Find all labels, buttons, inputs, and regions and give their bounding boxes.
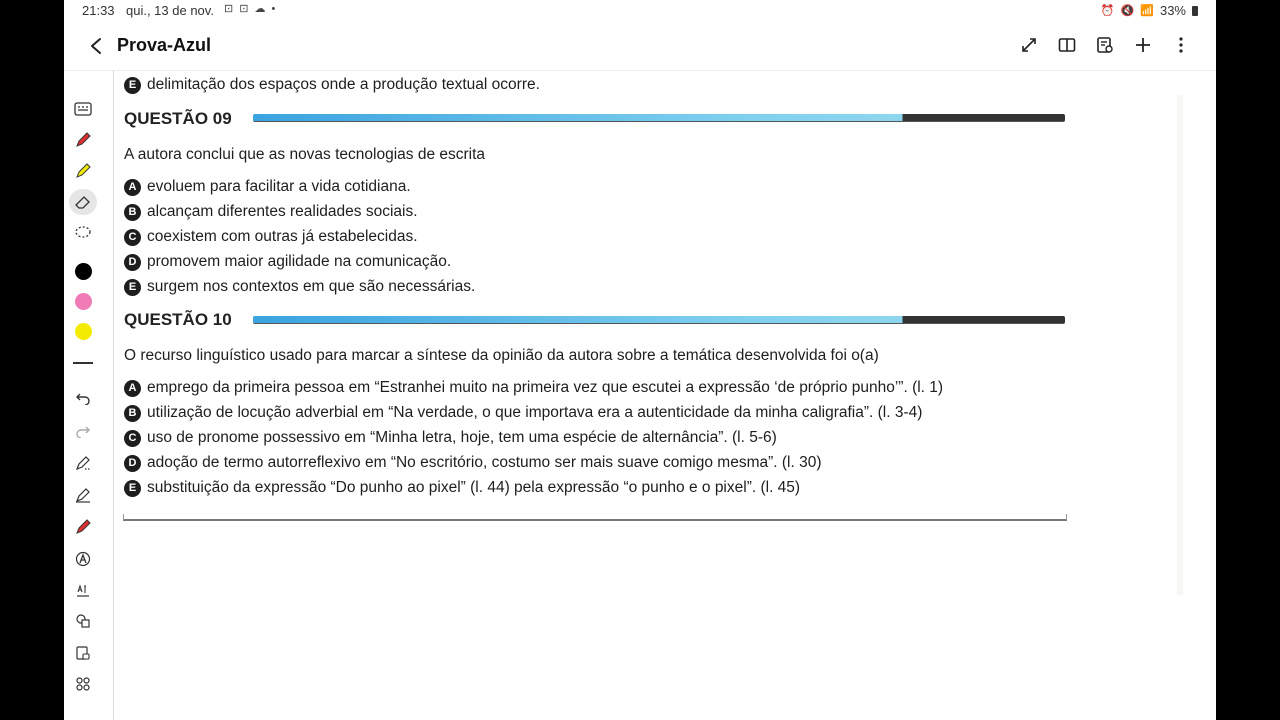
pen-tool[interactable] (69, 127, 97, 153)
option-letter-badge: E (124, 480, 141, 497)
color-pink[interactable] (69, 288, 97, 314)
q10-option-a (124, 379, 943, 397)
plus-icon (1134, 36, 1152, 54)
chevron-left-icon (89, 37, 103, 55)
shape-pen-tool[interactable] (69, 450, 97, 476)
lock-icon (75, 645, 91, 661)
question-09-bar (253, 114, 1065, 122)
status-time: 21:33 (82, 3, 115, 18)
alarm-icon: ⏰ (1100, 5, 1115, 17)
page-title: Prova-Azul (117, 35, 212, 55)
shapes-icon (75, 613, 91, 629)
q10-option-e (124, 479, 800, 497)
option-letter-badge: D (124, 455, 141, 472)
q9-option-d (124, 253, 451, 271)
marker-icon (74, 518, 92, 536)
more-tools-icon (75, 676, 91, 692)
dot-icon: • (271, 2, 276, 15)
option-letter-badge: B (124, 204, 141, 221)
pen-icon (74, 131, 92, 149)
question-10-bar (253, 316, 1065, 324)
question-10-prompt: O recurso linguístico usado para marcar a síntese da opinião da autora sobre a temática desenvolvida foi o(a) (124, 347, 879, 364)
pink-swatch (75, 293, 92, 310)
option-letter-badge: A (124, 380, 141, 397)
stroke-tool[interactable] (69, 482, 97, 508)
text-style-tool[interactable] (69, 546, 97, 572)
marker-tool[interactable] (69, 514, 97, 540)
lasso-tool[interactable] (69, 220, 97, 246)
option-text: utilização de locução adverbial em “Na verdade, o que importava era a autenticidade da minha caligrafia”. (l. 3-4) (147, 404, 923, 421)
lasso-icon (74, 225, 92, 241)
option-text: emprego da primeira pessoa em “Estranhei muito na primeira vez que escutei a expressão ‘de próprio punho’”. (l. 1) (147, 379, 944, 396)
option-letter-badge: A (124, 179, 141, 196)
stroke-width-line[interactable] (73, 362, 93, 364)
add-button[interactable] (1130, 32, 1156, 58)
page-edge-shadow (1177, 95, 1183, 595)
shapes-tool[interactable] (69, 608, 97, 634)
more-button[interactable] (1168, 32, 1194, 58)
q9-option-b (124, 203, 418, 221)
text-style-icon (75, 551, 91, 567)
status-right (1101, 3, 1198, 18)
option-e-previous (124, 76, 540, 94)
screenshot-icon: ⊡ (224, 3, 234, 15)
eraser-tool[interactable] (69, 189, 97, 215)
option-text: alcançam diferentes realidades sociais. (147, 203, 418, 220)
q9-option-a (124, 178, 411, 196)
option-text: adoção de termo autorreflexivo em “No escritório, costumo ser mais suave comigo mesma”. (l. 30) (147, 454, 822, 471)
color-black[interactable] (69, 258, 97, 284)
page-view-button[interactable] (1054, 32, 1080, 58)
book-icon (1058, 37, 1076, 53)
option-letter-badge: E (124, 77, 141, 94)
more-vertical-icon (1178, 36, 1184, 54)
doc-settings-icon (1096, 36, 1114, 54)
option-text: surgem nos contextos em que são necessárias. (147, 278, 476, 295)
option-text: substituição da expressão “Do punho ao pixel” (l. 44) pela expressão “o punho e o pixel”. (l. 45) (147, 479, 801, 496)
option-letter-badge: C (124, 229, 141, 246)
lock-tool[interactable] (69, 640, 97, 666)
keyboard-icon (74, 102, 92, 116)
stroke-icon (74, 486, 92, 504)
option-text: delimitação dos espaços onde a produção textual ocorre. (147, 76, 540, 93)
back-button[interactable] (84, 34, 108, 58)
eraser-icon (74, 194, 92, 210)
wifi-icon: 📶 (1140, 5, 1154, 17)
option-text: evoluem para facilitar a vida cotidiana. (147, 178, 411, 195)
settings-doc-button[interactable] (1092, 32, 1118, 58)
q9-option-e (124, 278, 475, 296)
battery-icon (1192, 6, 1198, 16)
undo-button[interactable] (69, 385, 97, 411)
mute-icon: 🔇 (1120, 5, 1135, 17)
question-09-prompt: A autora conclui que as novas tecnologias de escrita (124, 146, 486, 163)
title-bar (64, 22, 1216, 71)
q10-option-d (124, 454, 822, 472)
expand-icon (1020, 36, 1038, 54)
status-date: qui., 13 de nov. (126, 3, 214, 18)
section-end-line (123, 514, 1067, 521)
option-text: coexistem com outras já estabelecidas. (147, 228, 418, 245)
top-actions (1016, 32, 1194, 58)
yellow-swatch (75, 323, 92, 340)
status-bar (64, 0, 1216, 22)
q10-option-b (124, 404, 922, 422)
redo-button[interactable] (69, 418, 97, 444)
question-09-heading: QUESTÃO 09 (124, 109, 232, 128)
fullscreen-button[interactable] (1016, 32, 1042, 58)
option-letter-badge: E (124, 279, 141, 296)
q9-option-c (124, 228, 418, 246)
undo-icon (75, 391, 91, 405)
black-swatch (75, 263, 92, 280)
option-letter-badge: B (124, 405, 141, 422)
status-notification-icons (224, 2, 275, 15)
redo-icon (75, 424, 91, 438)
battery-level: 33% (1159, 3, 1186, 18)
option-text: promovem maior agilidade na comunicação. (147, 253, 452, 270)
option-text: uso de pronome possessivo em “Minha letra, hoje, tem uma espécie de alternância”. (l. 5-6) (147, 429, 777, 446)
question-10-heading: QUESTÃO 10 (124, 310, 232, 329)
app-screen (64, 0, 1216, 720)
color-yellow[interactable] (69, 318, 97, 344)
keyboard-tool[interactable] (69, 96, 97, 122)
screenshot-icon: ⊡ (239, 3, 249, 15)
option-letter-badge: C (124, 430, 141, 447)
highlighter-icon (74, 162, 92, 180)
q10-option-c (124, 429, 777, 447)
document-page (114, 70, 1154, 720)
shape-pen-icon (74, 454, 92, 472)
text-box-icon (75, 582, 91, 598)
cloud-icon: ☁ (254, 3, 266, 15)
text-box-tool[interactable] (69, 577, 97, 603)
more-tools-button[interactable] (69, 671, 97, 697)
option-letter-badge: D (124, 254, 141, 271)
highlighter-tool[interactable] (69, 158, 97, 184)
